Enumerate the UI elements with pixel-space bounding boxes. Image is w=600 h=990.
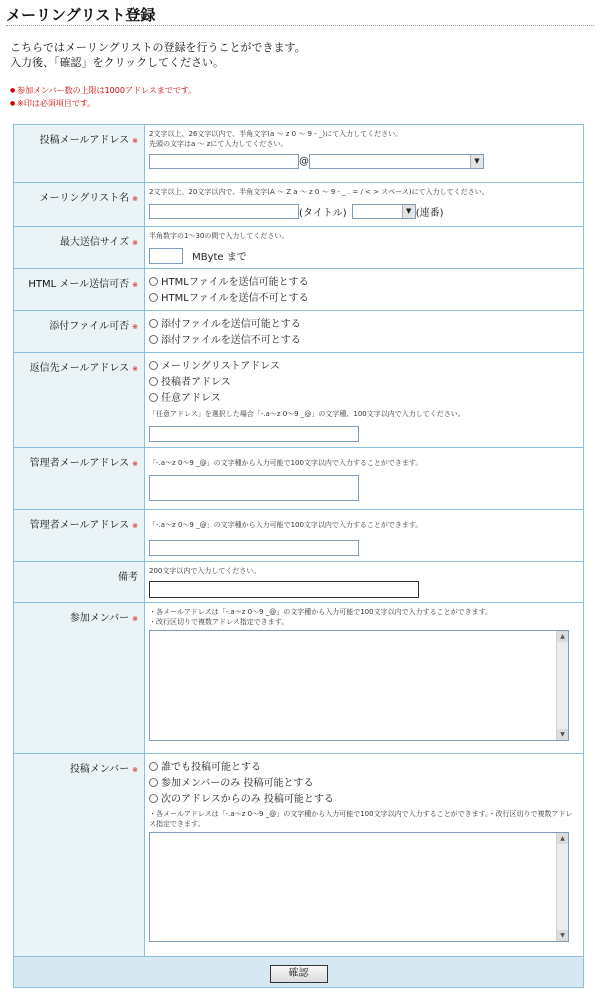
confirm-button[interactable]: 確認 <box>270 965 328 983</box>
members-field-cell <box>145 603 584 754</box>
admin2-hint: 「-.a～z 0～9 _@」の文字種から入力可能で100文字以内で入力することができます。 <box>149 521 423 529</box>
html-allow-option[interactable] <box>149 275 579 291</box>
note-member-limit: ● 参加メンバー数の上限は1000アドレスまでです。 <box>10 84 196 97</box>
required-mark: ※ <box>132 239 138 247</box>
row-remarks <box>14 562 584 603</box>
posters-members-label: 参加メンバーのみ 投稿可能とする <box>161 778 314 789</box>
row-post-address <box>14 125 584 183</box>
title-divider <box>6 25 594 26</box>
scroll-up-icon[interactable]: ▲ <box>557 833 568 844</box>
required-mark: ※ <box>132 615 138 623</box>
post-address-label-cell <box>14 125 145 183</box>
admin2-field-cell <box>145 510 584 562</box>
radio-button[interactable] <box>149 277 158 286</box>
row-html-mail <box>14 269 584 311</box>
reply-sender-option[interactable] <box>149 375 579 391</box>
admin1-input[interactable] <box>149 475 359 501</box>
posters-hint: ・各メールアドレスは「-.a～z 0～9 _@」の文字種から入力可能で100文字以内で入力することができます。・改行区切りで複数アドレス指定できます。 <box>149 810 573 828</box>
page-title: メーリングリスト登録 <box>6 6 156 24</box>
reply-to-hint: 「任意アドレス」を選択した場合「-.a～z 0～9 _@」の文字種、100文字以内で入力してください。 <box>149 410 465 418</box>
list-name-input[interactable] <box>149 204 299 219</box>
chevron-down-icon: ▼ <box>470 155 483 168</box>
posters-anyone-option[interactable] <box>149 760 579 776</box>
row-reply-to <box>14 353 584 448</box>
post-address-field-cell <box>145 125 584 183</box>
scroll-up-icon[interactable]: ▲ <box>557 631 568 642</box>
admin1-hint: 「-.a～z 0～9 _@」の文字種から入力可能で100文字以内で入力することができます。 <box>149 459 423 467</box>
posters-textarea[interactable] <box>149 832 569 942</box>
posters-field-cell <box>145 754 584 957</box>
post-address-hint-2: 先頭の文字はa ～ zにて入力してください。 <box>149 140 288 148</box>
scroll-down-icon[interactable]: ▼ <box>557 729 568 740</box>
remarks-label: 備考 <box>118 572 138 583</box>
reply-to-label-cell <box>14 353 145 448</box>
posters-listed-option[interactable] <box>149 792 579 808</box>
admin1-label: 管理者メールアドレス <box>29 458 130 469</box>
list-name-label-cell <box>14 183 145 227</box>
reply-ml-option[interactable] <box>149 359 579 375</box>
list-name-hint: 2文字以上、20文字以内で、半角文字(A ～ Z a ～ z 0 ～ 9 - _ . = / < > スペース)にて入力してください。 <box>149 188 489 196</box>
list-seq-select[interactable] <box>352 204 416 219</box>
posters-listed-label: 次のアドレスからのみ 投稿可能とする <box>161 794 334 805</box>
required-mark: ※ <box>132 281 138 289</box>
max-size-input[interactable] <box>149 248 183 264</box>
submit-cell <box>14 957 584 988</box>
attach-deny-label: 添付ファイルを送信不可とする <box>161 335 301 346</box>
attachment-field-cell <box>145 311 584 353</box>
post-address-domain-select[interactable] <box>309 154 484 169</box>
admin1-field-cell <box>145 448 584 510</box>
intro-line-2: 入力後、「確認」をクリックしてください。 <box>10 56 225 69</box>
list-name-label: メーリングリスト名 <box>39 193 130 204</box>
admin2-label-cell <box>14 510 145 562</box>
attach-deny-option[interactable] <box>149 333 579 349</box>
post-address-hint-1: 2文字以上、26文字以内で、半角文字(a ～ z 0 ～ 9 - _)にて入力してください。 <box>149 130 403 138</box>
radio-button[interactable] <box>149 762 158 771</box>
attach-allow-option[interactable] <box>149 317 579 333</box>
members-scrollbar[interactable] <box>556 631 568 740</box>
remarks-input[interactable] <box>149 581 419 598</box>
note-required: ● ※印は必須項目です。 <box>10 97 196 110</box>
posters-anyone-label: 誰でも投稿可能とする <box>161 762 261 773</box>
at-sign: @ <box>299 156 309 167</box>
reply-ml-label: メーリングリストアドレス <box>161 361 280 372</box>
row-posters <box>14 754 584 957</box>
max-size-hint: 半角数字の1～30の間で入力してください。 <box>149 232 289 240</box>
required-mark: ※ <box>132 460 138 468</box>
reply-custom-option[interactable] <box>149 391 579 407</box>
radio-button[interactable] <box>149 361 158 370</box>
title-suffix: (タイトル) <box>299 208 347 219</box>
admin2-label: 管理者メールアドレス <box>29 520 130 531</box>
attach-allow-label: 添付ファイルを送信可能とする <box>161 319 301 330</box>
radio-button[interactable] <box>149 778 158 787</box>
chevron-down-icon: ▼ <box>402 205 415 218</box>
members-hint-2: ・改行区切りで複数アドレス指定できます。 <box>149 618 289 626</box>
scroll-down-icon[interactable]: ▼ <box>557 930 568 941</box>
radio-button[interactable] <box>149 335 158 344</box>
reply-sender-label: 投稿者アドレス <box>161 377 231 388</box>
reply-to-label: 返信先メールアドレス <box>29 363 130 374</box>
radio-button[interactable] <box>149 293 158 302</box>
intro-line-1: こちらではメーリングリストの登録を行うことができます。 <box>10 41 306 54</box>
max-size-label: 最大送信サイズ <box>59 237 130 248</box>
radio-button[interactable] <box>149 377 158 386</box>
post-address-label: 投稿メールアドレス <box>39 135 130 146</box>
required-mark: ※ <box>132 365 138 373</box>
posters-scrollbar[interactable] <box>556 833 568 941</box>
row-attachment <box>14 311 584 353</box>
intro-text <box>10 40 306 70</box>
row-list-name <box>14 183 584 227</box>
html-mail-label-cell <box>14 269 145 311</box>
html-deny-option[interactable] <box>149 291 579 307</box>
radio-button[interactable] <box>149 794 158 803</box>
attachment-label: 添付ファイル可否 <box>49 321 130 332</box>
members-label: 参加メンバー <box>69 613 130 624</box>
admin1-label-cell <box>14 448 145 510</box>
members-textarea[interactable] <box>149 630 569 741</box>
radio-button[interactable] <box>149 393 158 402</box>
registration-form <box>13 124 584 988</box>
row-max-size <box>14 227 584 269</box>
remarks-hint: 200文字以内で入力してください。 <box>149 567 261 575</box>
required-mark: ※ <box>132 522 138 530</box>
notes <box>10 84 196 110</box>
max-size-field-cell <box>145 227 584 269</box>
posters-label-cell <box>14 754 145 957</box>
html-mail-label: HTML メール送信可否 <box>28 279 130 290</box>
max-size-unit: MByte まで <box>192 252 247 263</box>
members-label-cell <box>14 603 145 754</box>
reply-to-field-cell <box>145 353 584 448</box>
reply-to-input[interactable] <box>149 426 359 442</box>
reply-custom-label: 任意アドレス <box>161 393 221 404</box>
row-admin-1 <box>14 448 584 510</box>
row-admin-2 <box>14 510 584 562</box>
seq-suffix: (連番) <box>415 208 444 219</box>
row-submit <box>14 957 584 988</box>
posters-label: 投稿メンバー <box>69 764 130 775</box>
required-mark: ※ <box>132 137 138 145</box>
html-mail-field-cell <box>145 269 584 311</box>
members-hint-1: ・各メールアドレスは「-.a～z 0～9 _@」の文字種から入力可能で100文字以内で入力することができます。 <box>149 608 493 616</box>
radio-button[interactable] <box>149 319 158 328</box>
required-mark: ※ <box>132 195 138 203</box>
remarks-field-cell <box>145 562 584 603</box>
max-size-label-cell <box>14 227 145 269</box>
attachment-label-cell <box>14 311 145 353</box>
admin2-input[interactable] <box>149 540 359 556</box>
required-mark: ※ <box>132 323 138 331</box>
row-members <box>14 603 584 754</box>
post-address-local-input[interactable] <box>149 154 299 169</box>
html-allow-label: HTMLファイルを送信可能とする <box>161 277 309 288</box>
posters-members-option[interactable] <box>149 776 579 792</box>
html-deny-label: HTMLファイルを送信不可とする <box>161 293 309 304</box>
remarks-label-cell <box>14 562 145 603</box>
required-mark: ※ <box>132 766 138 774</box>
list-name-field-cell <box>145 183 584 227</box>
